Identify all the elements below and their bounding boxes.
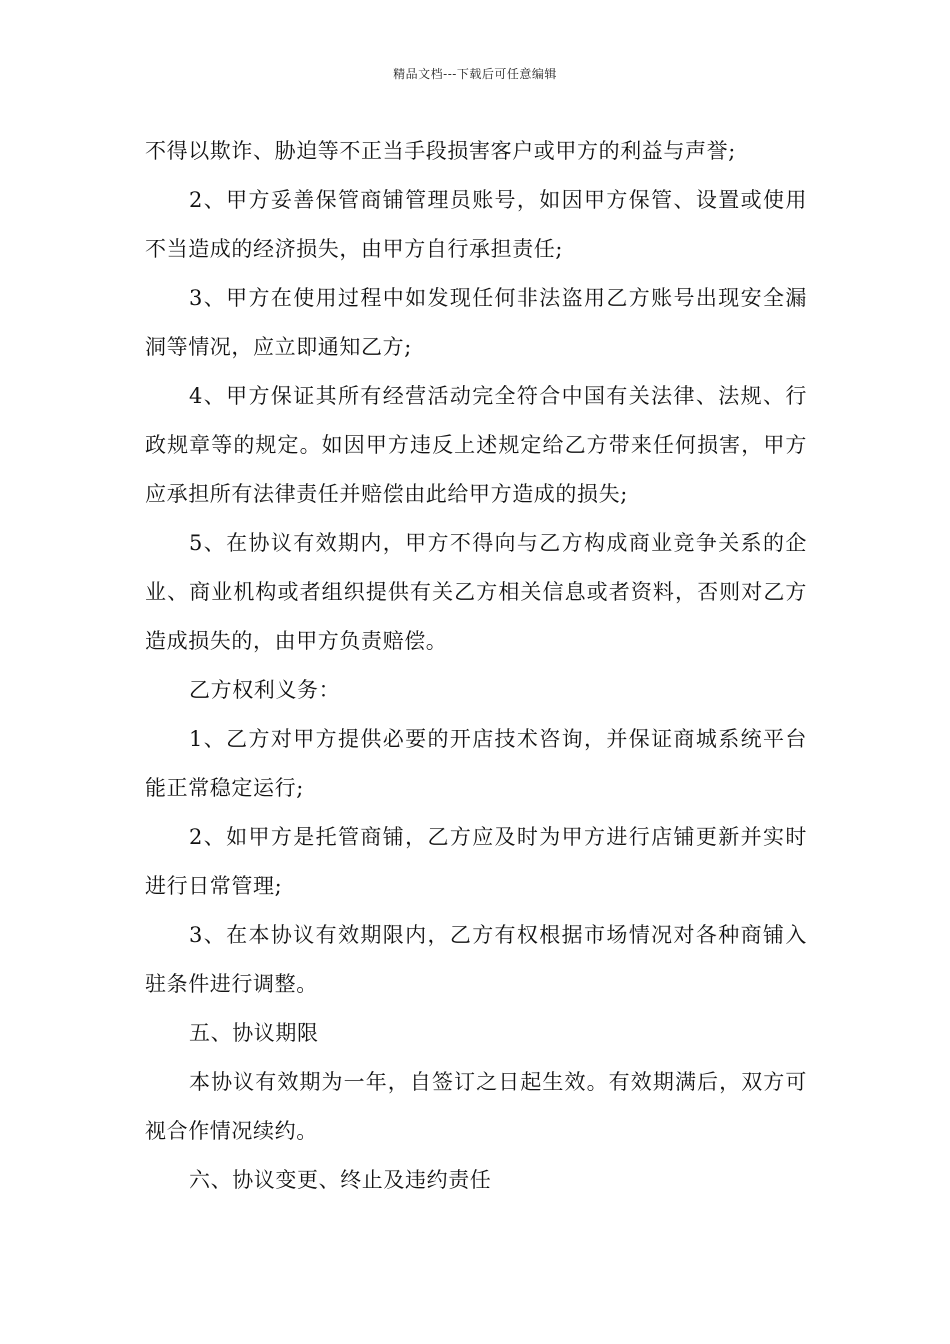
paragraph-11: 本协议有效期为一年，自签订之日起生效。有效期满后，双方可视合作情况续约。: [145, 1070, 807, 1143]
paragraph-1: 不得以欺诈、胁迫等不正当手段损害客户或甲方的利益与声誉;: [145, 139, 736, 163]
page-header: 精品文档---下载后可任意编辑: [393, 67, 557, 81]
paragraph-3: 3、甲方在使用过程中如发现任何非法盗用乙方账号出现安全漏洞等情况，应立即通知乙方;: [145, 286, 807, 359]
paragraph-4: 4、甲方保证其所有经营活动完全符合中国有关法律、法规、行政规章等的规定。如因甲方违反上述规定给乙方带来任何损害，甲方应承担所有法律责任并赔偿由此给甲方造成的损失;: [145, 384, 807, 506]
section-heading-party-b-rights: 乙方权利义务：: [189, 678, 341, 702]
paragraph-8: 2、如甲方是托管商铺，乙方应及时为甲方进行店铺更新并实时进行日常管理;: [145, 825, 807, 898]
paragraph-9: 3、在本协议有效期限内，乙方有权根据市场情况对各种商铺入驻条件进行调整。: [145, 923, 807, 996]
paragraph-2: 2、甲方妥善保管商铺管理员账号，如因甲方保管、设置或使用不当造成的经济损失，由甲方自行承担责任;: [145, 188, 807, 261]
paragraph-5: 5、在协议有效期内，甲方不得向与乙方构成商业竞争关系的企业、商业机构或者组织提供有关乙方相关信息或者资料，否则对乙方造成损失的，由甲方负责赔偿。: [145, 531, 807, 653]
section-heading-change-termination: 六、协议变更、终止及违约责任: [189, 1168, 492, 1192]
section-heading-agreement-term: 五、协议期限: [189, 1021, 319, 1045]
paragraph-7: 1、乙方对甲方提供必要的开店技术咨询，并保证商城系统平台能正常稳定运行;: [145, 727, 807, 800]
document-body: [145, 127, 807, 1205]
